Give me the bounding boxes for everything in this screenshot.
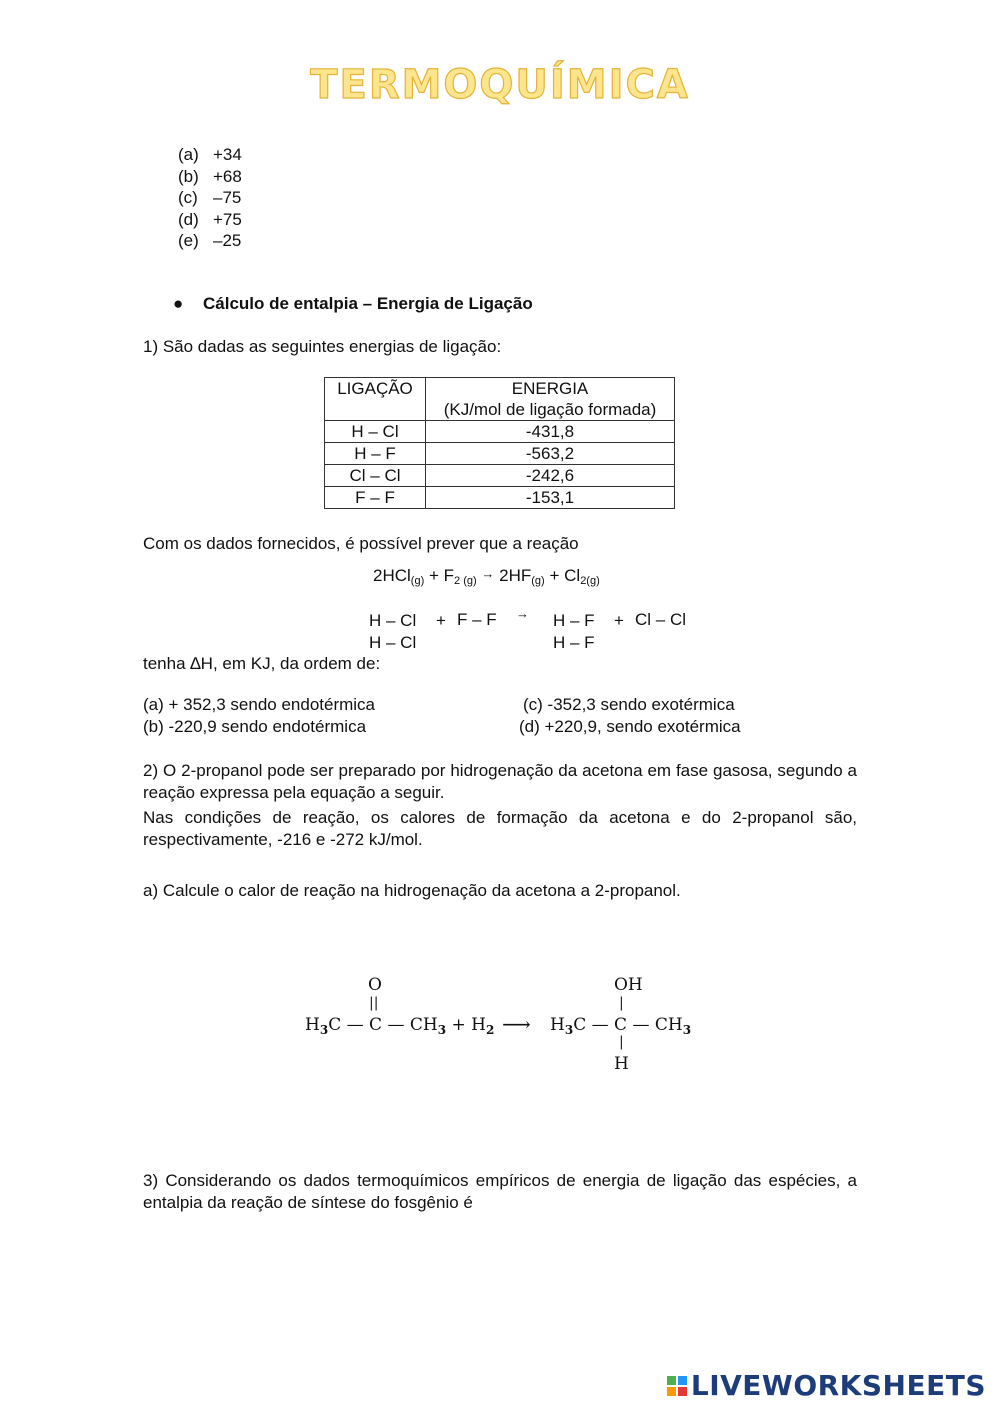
single-bond-bottom: | [619,1034,624,1050]
prev-option-b: (b) +68 [178,166,242,186]
q1-prompt: Com os dados fornecidos, é possível prever que a reação [143,534,579,553]
q2-part-a: a) Calcule o calor de reação na hidrogenação da acetona a 2-propanol. [143,881,681,900]
prev-option-c: (c) –75 [178,188,242,207]
table-header-row [325,378,675,421]
header-energy: ENERGIA (KJ/mol de ligação formada) [426,378,675,421]
propanol-oh: OH [614,975,643,995]
q1-option-c: (c) -352,3 sendo exotérmica [523,695,735,714]
propanol-formula: $H_3C$ — C — $CH_3$ [550,1015,692,1037]
bullet-icon: ● [173,294,184,313]
prev-option-d: (d) +75 [178,209,242,229]
reaction-arrow-icon: ⟶ [502,1012,531,1036]
single-bond-top: | [619,995,624,1011]
table-row: F – F -153,1 [325,487,675,509]
q2-paragraph-2: Nas condições de reação, os calores de formação da acetona e do 2-propanol são, respectivamente, -216 e -272 kJ/mol. [143,808,857,849]
propanol-hydrogen: H [614,1054,629,1074]
q3-text: 3) Considerando os dados termoquímicos empíricos de energia de ligação das espécies, a entalpia da reação de síntese do fosgênio é [143,1171,857,1212]
q1-question: tenha ∆H, em KJ, da ordem de: [143,654,381,673]
q1-option-b: (b) -220,9 sendo endotérmica [143,717,367,736]
table-row: Cl – Cl -242,6 [325,465,675,487]
table-row: H – Cl -431,8 [325,421,675,443]
table-row: H – F -563,2 [325,443,675,465]
acetone-oxygen: O [368,975,382,995]
product-hf-structure: H – F H – F [553,611,595,652]
section-heading: ● Cálculo de entalpia – Energia de Ligação [173,294,533,313]
q2-paragraph-1: 2) O 2-propanol pode ser preparado por hidrogenação da acetona em fase gasosa, segundo a reação expressa pela equação a seguir. [143,761,857,802]
bond-energy-table [324,377,675,509]
reactant-hcl-structure: H – Cl H – Cl [369,611,417,652]
double-bond: || [369,995,379,1011]
q1-intro: 1) São dadas as seguintes energias de ligação: [143,337,502,356]
logo-text: LIVEWORKSHEETS [690,1369,986,1402]
structure-plus-2: + [614,611,624,630]
product-clcl-structure: Cl – Cl [635,610,687,629]
header-bond: LIGAÇÃO [325,378,426,421]
arrow-icon: → [481,566,495,581]
prev-option-e: (e) –25 [178,231,242,250]
liveworksheets-logo [667,1369,986,1402]
logo-blocks-icon [667,1376,687,1396]
reactant-ff-structure: F – F [457,610,497,629]
prev-options-list [178,144,242,252]
q1-option-a: (a) + 352,3 sendo endotérmica [143,695,376,714]
acetone-formula: $H_3C$ — C — $CH_3 + H_2$ [305,1015,495,1037]
q1-option-d: (d) +220,9, sendo exotérmica [519,717,741,736]
arrow-icon: → [516,606,529,621]
page-title: TERMOQUÍMICA [310,62,690,108]
structure-plus-1: + [436,611,446,630]
prev-option-a: (a) +34 [178,145,242,164]
reaction-equation: $2HCl_{(g)} + F_{2 (g)} \to 2HF_{(g)} + Cl_{2(g)}$ [373,566,600,587]
